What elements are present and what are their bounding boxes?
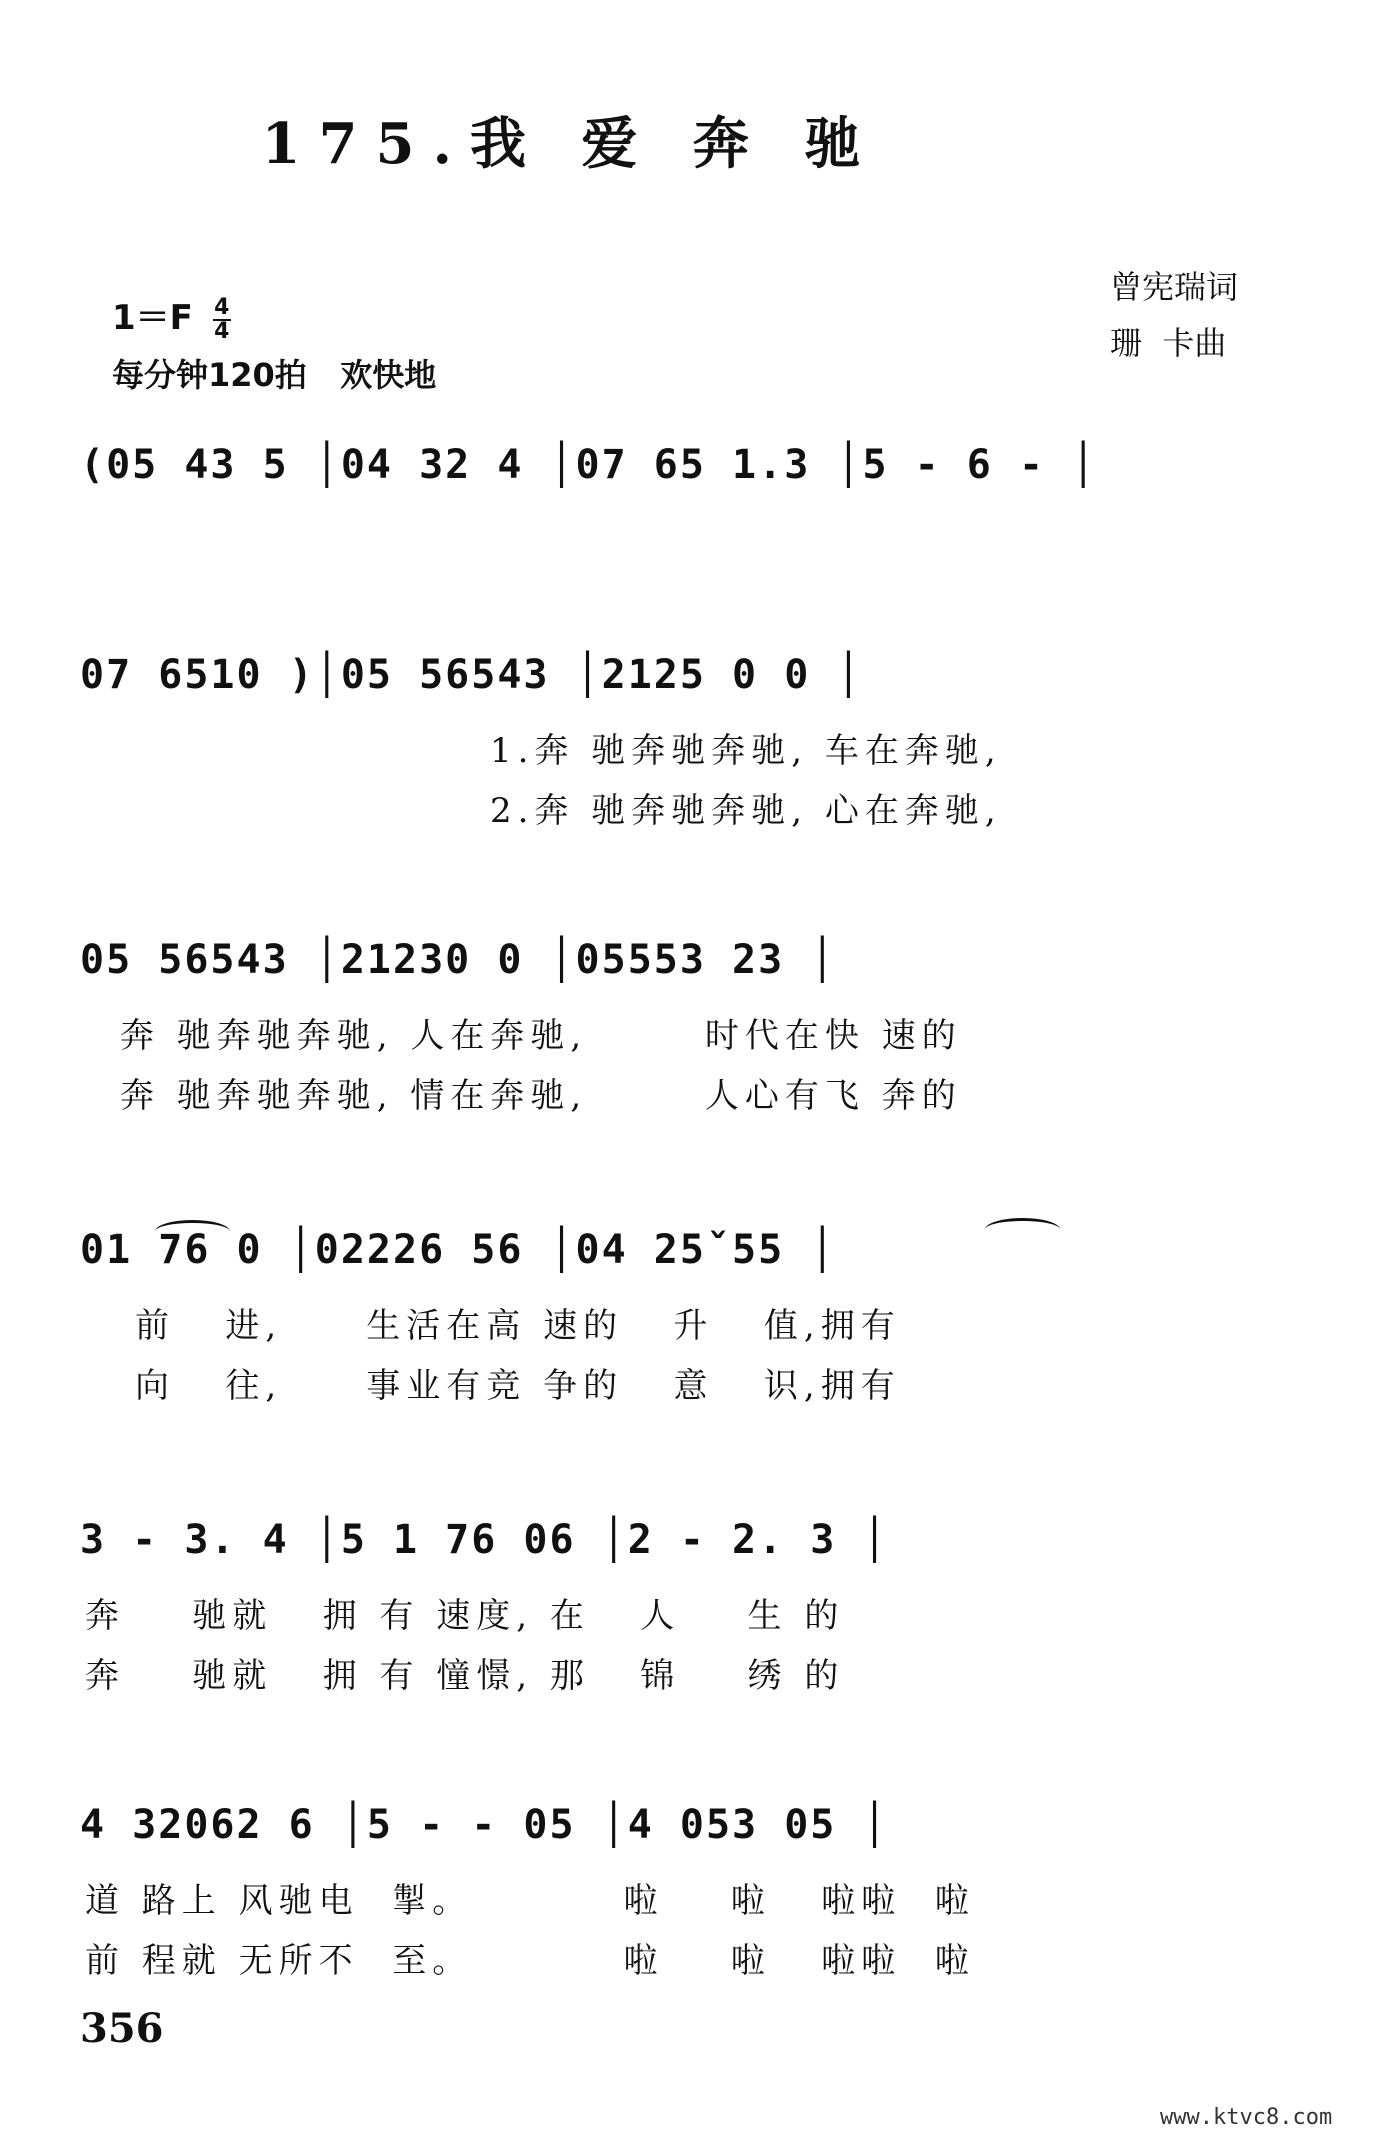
score-system-3	[80, 920, 1300, 1150]
tempo-marking: 每分钟120拍 欢快地	[112, 356, 437, 394]
score-system-1	[80, 425, 1300, 655]
lyrics-verse-2: 前 程就 无所不 至。 啦 啦 啦啦 啦	[85, 1941, 975, 1981]
lyrics-verse-2: 2.奔 驰奔驰奔驰, 心在奔驰,	[490, 791, 1002, 831]
notation-line: 3 - 3. 4 │5 1 76 06 │2 - 2. 3 │	[80, 1517, 889, 1563]
lyrics-verse-1: 1.奔 驰奔驰奔驰, 车在奔驰,	[490, 731, 1002, 771]
notation-line: 07 6510 )│05 56543 │2125 0 0 │	[80, 652, 863, 698]
lyrics-verse-2: 向 往, 事业有竞 争的 意 识,拥有	[135, 1366, 901, 1406]
lyrics-verse-1: 道 路上 风驰电 掣。 啦 啦 啦啦 啦	[85, 1881, 975, 1921]
site-watermark: www.ktvc8.com	[1160, 2105, 1333, 2130]
composer-credit: 珊 卡曲	[1110, 324, 1227, 362]
lyrics-verse-1: 奔 驰奔驰奔驰, 人在奔驰, 时代在快 速的	[120, 1016, 962, 1056]
score-system-5	[80, 1500, 1300, 1730]
lyrics-verse-2: 奔 驰奔驰奔驰, 情在奔驰, 人心有飞 奔的	[120, 1076, 962, 1116]
notation-line: 4 32062 6 │5 - - 05 │4 053 05 │	[80, 1802, 889, 1848]
page-number: 356	[80, 2005, 164, 2052]
score-system-4	[80, 1210, 1300, 1440]
lyricist-credit: 曾宪瑞词	[1110, 268, 1239, 306]
notation-line: (05 43 5 │04 32 4 │07 65 1.3 │5 - 6 - │	[80, 442, 1098, 488]
lyrics-verse-1: 奔 驰就 拥 有 速度, 在 人 生 的	[85, 1596, 845, 1636]
key-label: 1＝F	[112, 298, 193, 338]
key-signature	[112, 290, 231, 342]
time-signature	[213, 294, 231, 344]
time-top: 4	[214, 294, 230, 320]
score-system-6	[80, 1785, 1300, 2015]
lyrics-verse-1: 前 进, 生活在高 速的 升 值,拥有	[135, 1306, 901, 1346]
notation-line: 05 56543 │21230 0 │05553 23 │	[80, 937, 837, 983]
score-system-2	[80, 635, 1300, 865]
song-title: 175.我 爱 奔 驰	[261, 111, 879, 177]
lyrics-verse-2: 奔 驰就 拥 有 憧憬, 那 锦 绣 的	[85, 1656, 845, 1696]
time-bottom: 4	[214, 318, 230, 344]
notation-line: 01 76 0 │02226 56 │04 25ˇ55 │	[80, 1227, 837, 1273]
